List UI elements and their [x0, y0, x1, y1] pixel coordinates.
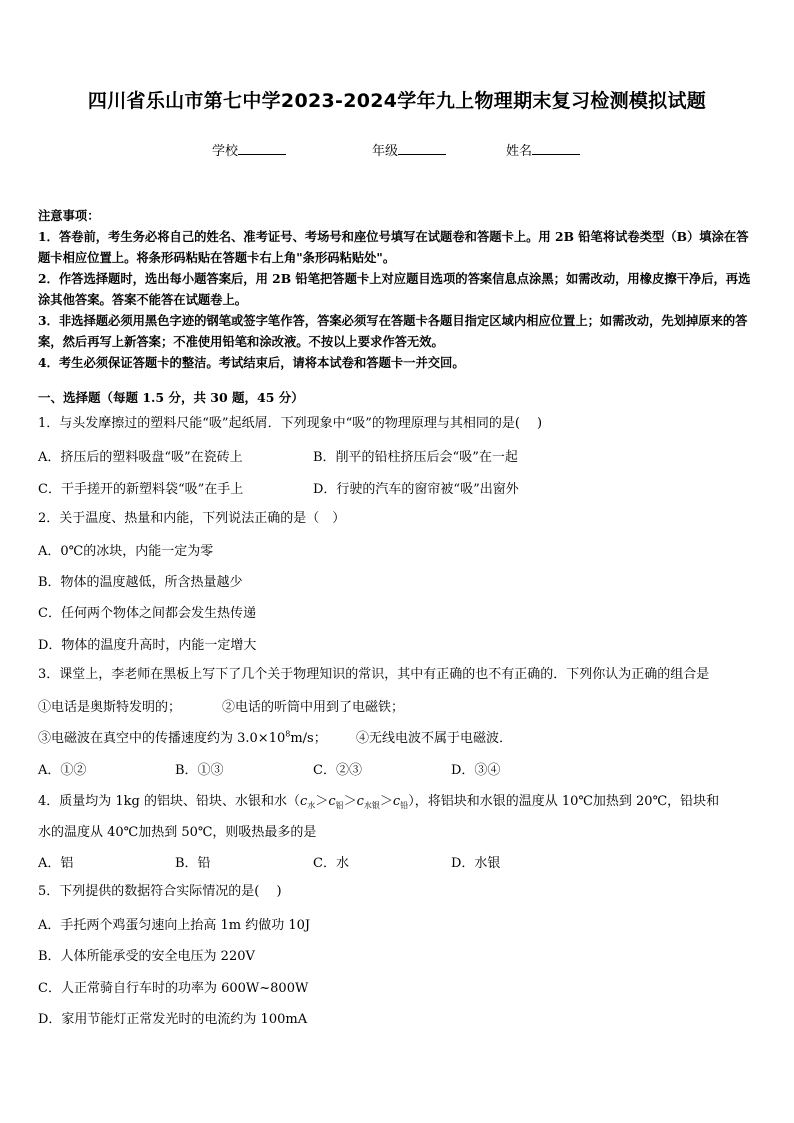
subscript-mercury: 水银	[363, 801, 380, 810]
question-3-statement-2: ②电话的听筒中用到了电磁铁；	[222, 700, 405, 715]
c-symbol: c	[328, 794, 336, 809]
note-item: 4．考生必须保证答题卡的整洁。考试结束后，请将本试卷和答题卡一并交回。	[38, 355, 465, 370]
question-5-stem: 5．下列提供的数据符合实际情况的是( )	[38, 884, 282, 899]
question-3-option-a: A．①②	[38, 763, 87, 778]
school-field	[212, 140, 286, 159]
question-3-statement-3	[38, 727, 327, 746]
question-1-option-b: B．削平的铅柱挤压后会“吸”在一起	[313, 450, 518, 465]
statement-3-unit: m/s；	[290, 731, 327, 746]
grade-field	[372, 140, 446, 159]
subscript-lead: 铅	[400, 801, 409, 810]
question-4-stem	[38, 790, 760, 811]
school-blank	[238, 141, 286, 155]
question-1-option-d: D．行驶的汽车的窗帘被“吸”出窗外	[313, 482, 519, 497]
c-symbol: c	[300, 794, 308, 809]
exam-title: 四川省乐山市第七中学2023-2024学年九上物理期末复习检测模拟试题	[87, 90, 707, 112]
question-4-option-d: D．水银	[451, 856, 501, 871]
question-5-option-a: A．手托两个鸡蛋匀速向上抬高 1m 约做功 10J	[38, 918, 311, 933]
question-2-option-a: A．0℃的冰块，内能一定为零	[38, 544, 214, 559]
name-label: 姓名	[506, 144, 533, 159]
subscript-aluminum: 铝	[335, 801, 344, 810]
section-heading: 一、选择题（每题 1.5 分，共 30 题，45 分）	[38, 390, 304, 405]
question-4-stem-text-cont: ），将铝块和水银的温度从 10℃加热到 20℃，铅块和	[408, 794, 720, 809]
c-symbol: c	[392, 794, 401, 809]
statement-3-exponent: 8	[285, 729, 291, 739]
question-3-option-b: B．①③	[175, 763, 224, 778]
question-3-statement-4: ④无线电波不属于电磁波．	[356, 731, 513, 746]
question-4-option-c: C．水	[313, 856, 349, 871]
grade-label: 年级	[372, 144, 399, 159]
name-blank	[532, 141, 580, 155]
grade-blank	[398, 141, 446, 155]
notes-heading: 注意事项：	[38, 208, 100, 223]
name-field	[506, 140, 580, 159]
greater-than: ＞	[379, 794, 393, 809]
question-3-stem: 3．课堂上，李老师在黑板上写下了几个关于物理知识的常识，其中有正确的也不有正确的．下列你认为正确的组合是	[38, 667, 710, 682]
greater-than: ＞	[315, 794, 329, 809]
note-item: 2．作答选择题时，选出每小题答案后，用 2B 铅笔把答题卡上对应题目选项的答案信息点涂黑；如需改动，用橡皮擦干净后，再选涂其他答案。答案不能答在试题卷上。	[38, 271, 751, 307]
question-4-stem-line-2: 水的温度从 40℃加热到 50℃，则吸热最多的是	[38, 825, 317, 840]
note-item: 3．非选择题必须用黑色字迹的钢笔或签字笔作答，答案必须写在答题卡各题目指定区域内相应位置上；如需改动，先划掉原来的答案，然后再写上新答案；不准使用铅笔和涂改液。不按以上要求作答无效。	[38, 313, 748, 349]
question-2-option-d: D．物体的温度升高时，内能一定增大	[38, 638, 257, 653]
question-3-statement-1: ①电话是奥斯特发明的；	[38, 700, 182, 715]
question-4-option-a: A．铝	[38, 856, 74, 871]
school-label: 学校	[212, 144, 239, 159]
question-2-option-b: B．物体的温度越低，所含热量越少	[38, 575, 243, 590]
question-1-option-a: A．挤压后的塑料吸盘“吸”在瓷砖上	[38, 450, 243, 465]
subscript-water: 水	[307, 801, 316, 810]
question-1-stem: 1．与头发摩擦过的塑料尺能“吸”起纸屑．下列现象中“吸”的物理原理与其相同的是( )	[38, 416, 543, 431]
question-2-stem: 2．关于温度、热量和内能，下列说法正确的是（ ）	[38, 511, 346, 526]
greater-than: ＞	[343, 794, 357, 809]
c-symbol: c	[356, 794, 364, 809]
question-3-option-d: D．③④	[451, 763, 501, 778]
question-1-option-c: C．干手搓开的新塑料袋“吸”在手上	[38, 482, 244, 497]
question-4-stem-text: 4．质量均为 1kg 的铝块、铅块、水银和水（	[38, 794, 301, 809]
statement-3-text: ③电磁波在真空中的传播速度约为 3.0×10	[38, 731, 286, 746]
question-2-option-c: C．任何两个物体之间都会发生热传递	[38, 606, 256, 621]
question-3-option-c: C．②③	[313, 763, 362, 778]
question-5-option-b: B．人体所能承受的安全电压为 220V	[38, 949, 255, 964]
question-4-option-b: B．铅	[175, 856, 211, 871]
exam-notes	[38, 205, 758, 373]
question-5-option-c: C．人正常骑自行车时的功率为 600W~800W	[38, 981, 309, 996]
note-item: 1．答卷前，考生务必将自己的姓名、准考证号、考场号和座位号填写在试题卷和答题卡上。用 2B 铅笔将试卷类型（B）填涂在答题卡相应位置上。将条形码粘贴在答题卡右上角"条形码粘贴处"。	[38, 229, 749, 265]
question-5-option-d: D．家用节能灯正常发光时的电流约为 100mA	[38, 1012, 308, 1027]
